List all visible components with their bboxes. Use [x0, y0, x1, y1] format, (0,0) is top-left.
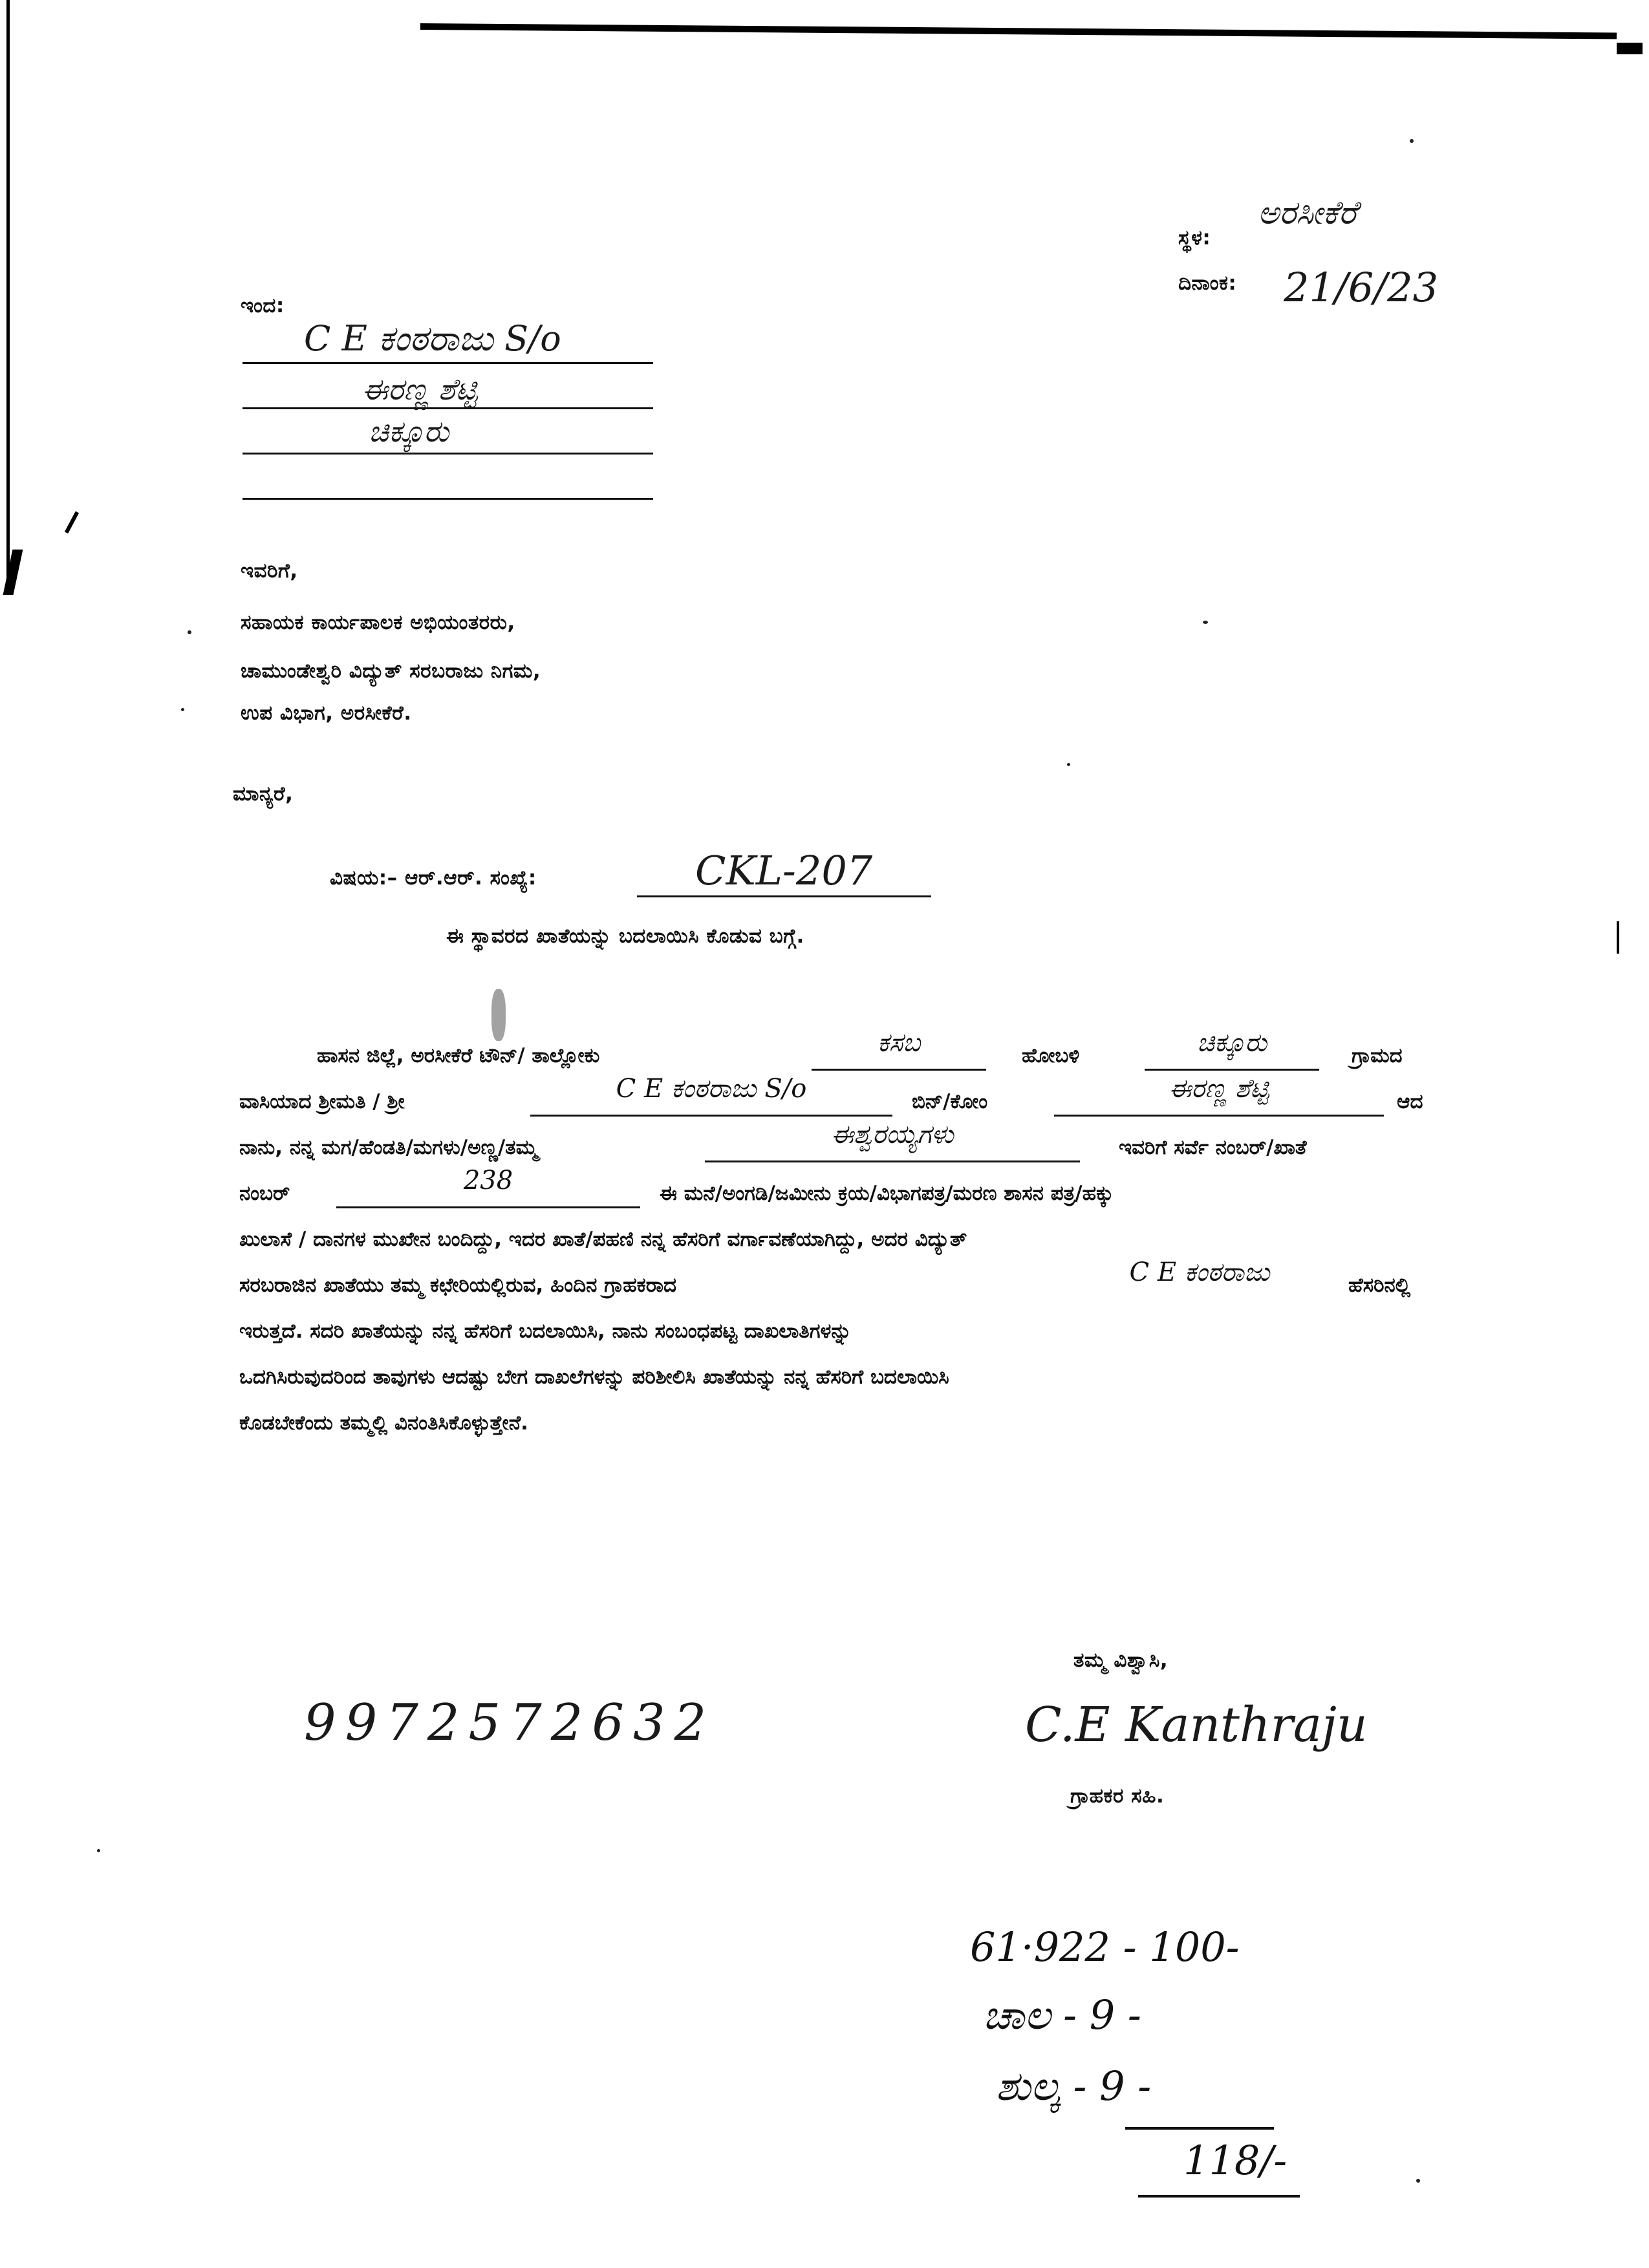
phone-number: 9972572632 [304, 1694, 716, 1752]
body-line-4 [239, 1166, 1442, 1217]
body-line-1a: ಹಾಸನ ಜಿಲ್ಲೆ, ಅರಸೀಕೆರೆ ಟೌನ್/ ತಾಲ್ಲೋಕು [317, 1044, 600, 1067]
from-line-4-rule [242, 498, 653, 500]
from-line-1-rule [242, 362, 653, 364]
scan-speck [1410, 139, 1414, 143]
calc-line-3: ಶುಲ್ಕ - 9 - [996, 2062, 1152, 2110]
subject-label: ವಿಷಯ:– ಆರ್.ಆರ್. ಸಂಖ್ಯೆ: [330, 866, 537, 890]
body-line-2a: ವಾಸಿಯಾದ ಶ್ರೀಮತಿ / ಶ್ರೀ [239, 1090, 405, 1113]
to-line-3: ಉಪ ವಿಭಾಗ, ಅರಸೀಕೆರೆ. [241, 701, 412, 725]
scan-left-edge [6, 0, 10, 595]
relative-value: ಈಶ್ವರಯ್ಯಗಳು [831, 1120, 954, 1150]
place-value: ಅರಸೀಕೆರೆ [1258, 194, 1357, 231]
from-label: ಇಂದ: [241, 294, 285, 317]
body-line-3a: ನಾನು, ನನ್ನ ಮಗ/ಹೆಂಡತಿ/ಮಗಳು/ಅಣ್ಣ/ತಮ್ಮ [239, 1136, 538, 1159]
hobli-field [1145, 1028, 1319, 1071]
father-field [1054, 1074, 1384, 1117]
taluk-value: ಕಸಬ [877, 1028, 921, 1058]
taluk-field [812, 1028, 986, 1071]
to-line-1: ಸಹಾಯಕ ಕಾರ್ಯಪಾಲಕ ಅಭಿಯಂತರರು, [241, 611, 515, 634]
body-paragraph [239, 1028, 1442, 1446]
name-field [530, 1074, 892, 1117]
name-value: C E ಕಂಠರಾಜು S/o [616, 1074, 807, 1104]
calc-total: 118/- [1183, 2137, 1288, 2184]
place-label: ಸ್ಥಳ: [1178, 226, 1211, 250]
subject-line-2: ಈ ಸ್ಥಾವರದ ಖಾತೆಯನ್ನು ಬದಲಾಯಿಸಿ ಕೊಡುವ ಬಗ್ಗೆ. [446, 925, 804, 948]
calc-line-2: ಚಾಲ - 9 - [983, 1991, 1141, 2038]
body-line-1b: ಹೋಬಳಿ [1022, 1044, 1080, 1067]
scan-right-tick [1617, 921, 1619, 954]
calc-line-1: 61·922 - 100- [970, 1923, 1240, 1971]
survey-number-value: 238 [463, 1166, 513, 1195]
from-line-3-rule [242, 453, 653, 455]
scan-speck [97, 1849, 100, 1852]
signature-label: ಗ್ರಾಹಕರ ಸಹಿ. [1070, 1784, 1165, 1808]
date-label: ದಿನಾಂಕ: [1178, 272, 1237, 295]
previous-consumer-value: C E ಕಂಠರಾಜು [1129, 1257, 1270, 1287]
survey-number-field [336, 1166, 640, 1208]
body-line-8: ಒದಗಿಸಿರುವುದರಿಂದ ತಾವುಗಳು ಆದಷ್ಟು ಬೇಗ ದಾಖಲೆಗಳನ್ನು ಪರಿಶೀಲಿಸಿ ಖಾತೆಯನ್ನು ನನ್ನ ಹೆಸರಿಗೆ ಬದಲಾಯಿಸಿ [239, 1365, 949, 1389]
signature: C.E Kanthraju [1025, 1697, 1368, 1753]
rr-number-rule [637, 895, 931, 897]
rr-number: CKL-207 [695, 847, 873, 894]
body-line-1c: ಗ್ರಾಮದ [1352, 1044, 1403, 1067]
to-line-2: ಚಾಮುಂಡೇಶ್ವರಿ ವಿದ್ಯುತ್ ಸರಬರಾಜು ನಿಗಮ, [241, 659, 541, 683]
father-value: ಈರಣ್ಣ ಶೆಟ್ಟಿ [1169, 1074, 1269, 1104]
scan-speck [188, 630, 191, 634]
body-line-2b: ಬಿನ್/ಕೋಂ [912, 1090, 988, 1113]
from-line-1: C E ಕಂಠರಾಜು S/o [304, 318, 561, 359]
to-label: ಇವರಿಗೆ, [241, 559, 298, 583]
body-line-5: ಖುಲಾಸೆ / ದಾನಗಳ ಮುಖೇನ ಬಂದಿದ್ದು, ಇದರ ಖಾತೆ/ಪಹಣಿ ನನ್ನ ಹೆಸರಿಗೆ ವರ್ಗಾವಣೆಯಾಗಿದ್ದು, ಅದರ ವಿದ್ಯುತ್ [239, 1228, 967, 1251]
scan-speck [181, 708, 184, 711]
closing-yours: ತಮ್ಮ ವಿಶ್ವಾಸಿ, [1073, 1649, 1169, 1672]
body-line-7: ಇರುತ್ತದೆ. ಸದರಿ ಖಾತೆಯನ್ನು ನನ್ನ ಹೆಸರಿಗೆ ಬದಲಾಯಿಸಿ, ನಾನು ಸಂಬಂಧಪಟ್ಟ ದಾಖಲಾತಿಗಳನ್ನು [239, 1320, 852, 1343]
body-line-2c: ಆದ [1397, 1090, 1423, 1113]
salutation: ಮಾನ್ಯರೆ, [233, 782, 294, 806]
relative-field [705, 1120, 1080, 1162]
scan-speck [1203, 621, 1208, 624]
body-line-6 [239, 1257, 1442, 1309]
from-line-2: ಈರಣ್ಣ ಶೆಟ್ಟಿ [362, 372, 478, 407]
previous-consumer-field [1048, 1257, 1352, 1298]
body-line-4a: ನಂಬರ್ [239, 1182, 290, 1205]
calc-sum-rule [1125, 2127, 1274, 2130]
scan-left-tick [65, 511, 79, 534]
scan-top-edge [420, 23, 1617, 39]
calc-total-rule [1138, 2195, 1300, 2198]
scan-speck [1416, 2179, 1420, 2183]
body-line-3b: ಇವರಿಗೆ ಸರ್ವೆ ನಂಬರ್/ಖಾತೆ [1119, 1136, 1307, 1159]
scan-speck [1067, 763, 1070, 766]
body-line-6b: ಹೆಸರಿನಲ್ಲಿ [1348, 1274, 1411, 1297]
date-value: 21/6/23 [1284, 264, 1439, 311]
body-line-6a: ಸರಬರಾಜಿನ ಖಾತೆಯು ತಮ್ಮ ಕಛೇರಿಯಲ್ಲಿರುವ, ಹಿಂದಿನ ಗ್ರಾಹಕರಾದ [239, 1274, 677, 1297]
hobli-value: ಚಿಕ್ಕೂರು [1196, 1028, 1267, 1058]
from-line-3: ಚಿಕ್ಕೂರು [369, 414, 449, 449]
body-line-4b: ಈ ಮನೆ/ಅಂಗಡಿ/ಜಮೀನು ಕ್ರಯ/ವಿಭಾಗಪತ್ರ/ಮರಣ ಶಾಸನ ಪತ್ರ/ಹಕ್ಕು [660, 1182, 1114, 1205]
scan-top-right-mark [1617, 43, 1643, 54]
body-line-9: ಕೊಡಬೇಕೆಂದು ತಮ್ಮಲ್ಲಿ ವಿನಂತಿಸಿಕೊಳ್ಳುತ್ತೇನೆ. [239, 1411, 528, 1435]
